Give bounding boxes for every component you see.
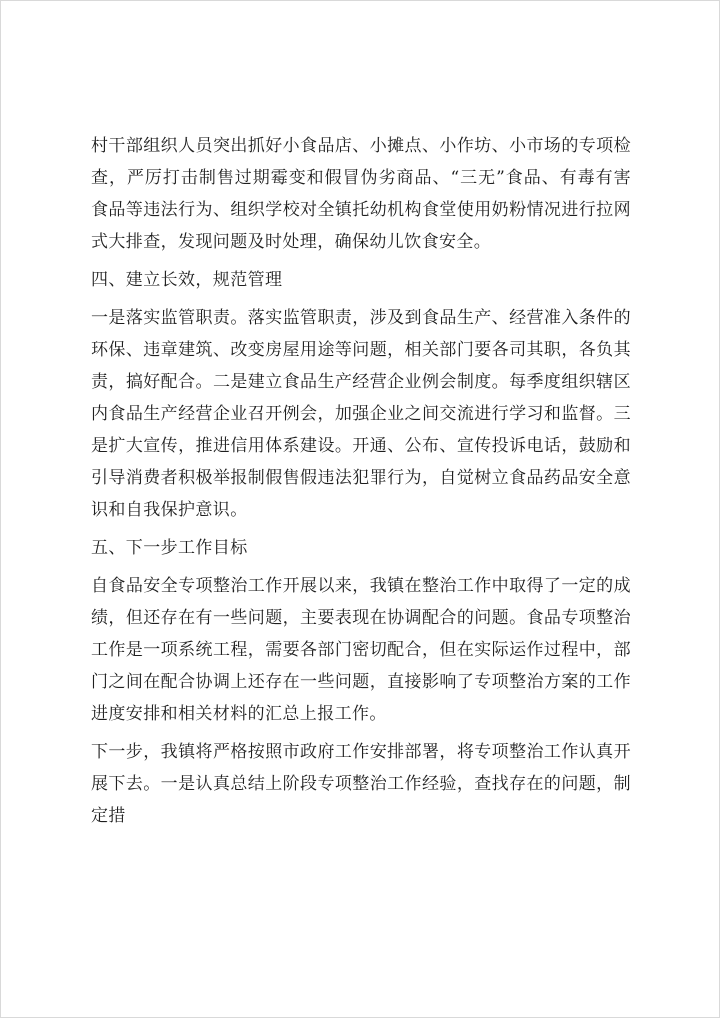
paragraph-long-term-mechanism: 一是落实监管职责。落实监管职责，涉及到食品生产、经营准入条件的环保、违章建筑、改变房屋用途等问题，相关部门要各司其职，各负其责，搞好配合。二是建立食品生产经营企业例会制度。每季度组织辖区内食品生产经营企业召开例会，加强企业之间交流进行学习和监督。三是扩大宣传，推进信用体系建设。开通、公布、宣传投诉电话，鼓励和引导消费者积极举报制假售假违法犯罪行为，自觉树立食品药品安全意识和自我保护意识。: [91, 308, 631, 520]
paragraph-next-steps: 下一步，我镇将严格按照市政府工作安排部署，将专项整治工作认真开展下去。一是认真总结上阶段专项整治工作经验，查找存在的问题，制定措: [91, 742, 631, 826]
document-body: [91, 130, 631, 832]
paragraph-problems: 自食品安全专项整治工作开展以来，我镇在整治工作中取得了一定的成绩，但还存在有一些问题，主要表现在协调配合的问题。食品专项整治工作是一项系统工程，需要各部门密切配合，但在实际运作过程中，部门之间在配合协调上还存在一些问题，直接影响了专项整治方案的工作进度安排和相关材料的汇总上报工作。: [91, 576, 631, 724]
section-heading-4: 四、建立长效，规范管理: [91, 270, 283, 290]
paragraph-inspection: 村干部组织人员突出抓好小食品店、小摊点、小作坊、小市场的专项检查，严厉打击制售过期霉变和假冒伪劣商品、“三无”食品、有毒有害食品等违法行为、组织学校对全镇托幼机构食堂使用奶粉情况进行拉网式大排查，发现问题及时处理，确保幼儿饮食安全。: [91, 136, 631, 252]
section-heading-5: 五、下一步工作目标: [91, 538, 248, 558]
